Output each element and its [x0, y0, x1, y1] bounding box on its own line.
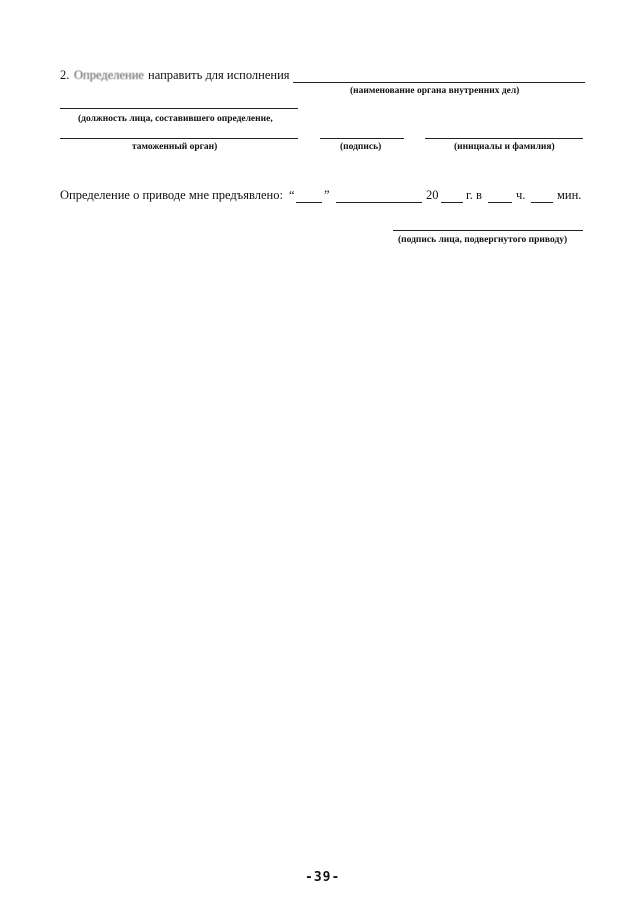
caption-name: (инициалы и фамилия) — [454, 142, 555, 152]
position-fill-line-2[interactable] — [60, 138, 298, 139]
year-suffix: г. в — [466, 188, 482, 202]
signature-fill-line[interactable] — [320, 138, 404, 139]
caption-position-line2: таможенный орган) — [132, 142, 218, 152]
person-signature-fill-line[interactable] — [393, 230, 583, 231]
org-fill-line[interactable] — [293, 82, 585, 83]
hours-label: ч. — [516, 188, 526, 202]
open-quote: “ — [289, 188, 295, 202]
caption-signature: (подпись) — [340, 142, 382, 152]
close-quote: ” — [324, 188, 330, 202]
year-prefix: 20 — [426, 188, 439, 202]
section-number: 2. — [60, 68, 70, 82]
minutes-label: мин. — [557, 188, 582, 202]
minutes-fill-line[interactable] — [531, 202, 553, 203]
section-prefix: Определение — [74, 68, 144, 82]
month-fill-line[interactable] — [336, 202, 422, 203]
page-number: -39- — [305, 870, 341, 885]
caption-signature-person: (подпись лица, подвергнутого приводу) — [398, 235, 568, 245]
caption-position-line1: (должность лица, составившего определение, — [78, 114, 273, 124]
day-fill-line[interactable] — [296, 202, 322, 203]
year-fill-line[interactable] — [441, 202, 463, 203]
caption-org: (наименование органа внутренних дел) — [350, 86, 520, 96]
name-fill-line[interactable] — [425, 138, 583, 139]
hours-fill-line[interactable] — [488, 202, 512, 203]
position-fill-line-1[interactable] — [60, 108, 298, 109]
presented-label: Определение о приводе мне предъявлено: — [60, 188, 283, 202]
section-text: направить для исполнения — [148, 68, 290, 82]
